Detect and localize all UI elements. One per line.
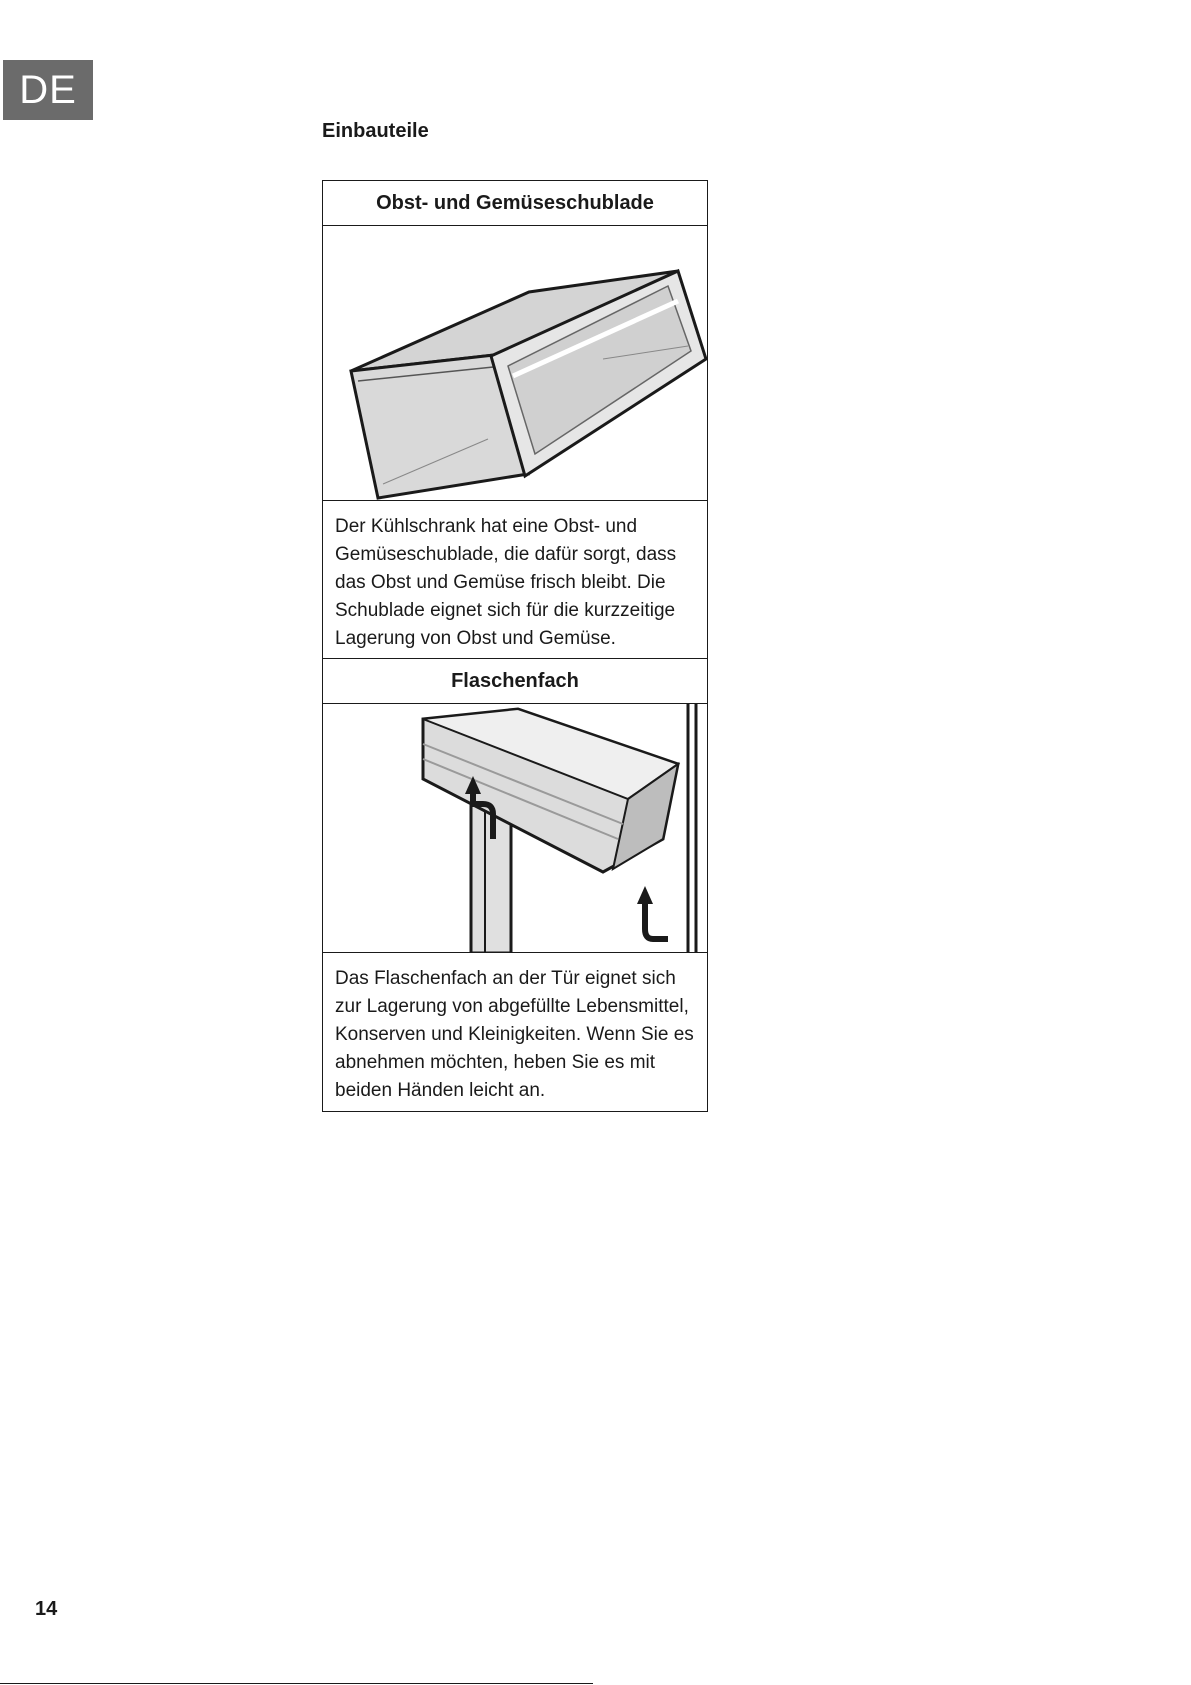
arrow-head-icon [637,886,653,904]
crisper-drawer-description: Der Kühlschrank hat eine Obst- und Gemüseschublade, die dafür sorgt, dass das Obst und Gemüse frisch bleibt. Die Schublade eignet sich für die kurzzeitige Lagerung von Obst und Gemüse. [323,501,707,659]
bottle-shelf-illustration-icon [323,704,707,953]
section-title: Einbauteile [322,120,429,142]
footer-rule [0,1683,593,1684]
bottle-shelf-heading: Flaschenfach [323,659,707,704]
bottle-shelf-description: Das Flaschenfach an der Tür eignet sich zur Lagerung von abgefüllte Lebensmittel, Konserven und Kleinigkeiten. Wenn Sie es abnehmen möchten, heben Sie es mit beiden Händen leicht an. [335,968,694,1101]
parts-table [322,180,708,1112]
crisper-drawer-illustration-icon [323,226,707,501]
lift-arrow-icon [645,899,668,939]
page-number: 14 [35,1598,58,1620]
bottle-shelf-illustration-cell [323,704,707,953]
crisper-drawer-illustration-cell [323,226,707,501]
crisper-drawer-heading: Obst- und Gemüseschublade [323,181,707,226]
language-badge: DE [3,60,93,120]
